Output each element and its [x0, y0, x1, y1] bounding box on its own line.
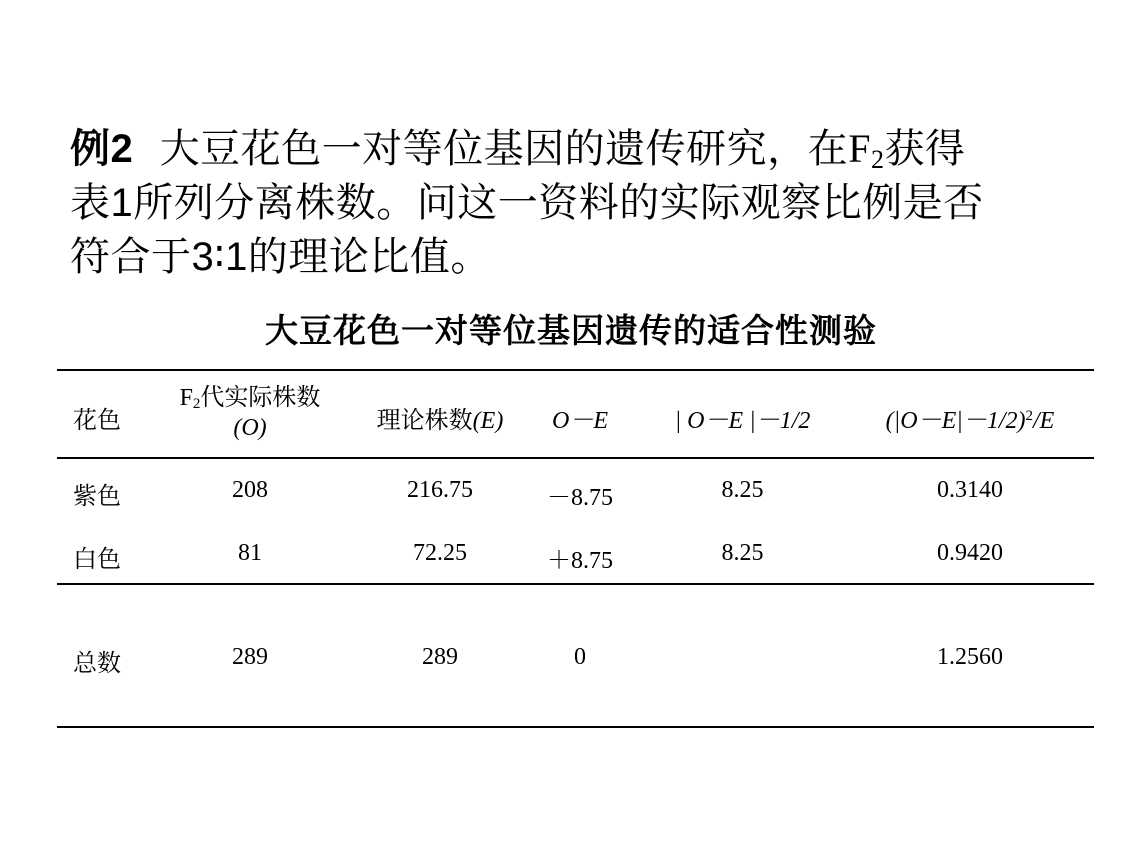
- row-observed: 208: [232, 477, 268, 503]
- row-expected: 72.25: [413, 540, 467, 566]
- problem-text-2-head: 表: [70, 180, 111, 226]
- problem-text-3-tail: 的理论比值。: [247, 234, 491, 280]
- generation-subscript: 2: [870, 145, 885, 174]
- problem-text-3-head: 符合于: [70, 234, 192, 280]
- table-top-rule: [57, 369, 1094, 371]
- row-expected: 216.75: [407, 477, 473, 503]
- row-observed: 81: [238, 540, 262, 566]
- problem-line-3: [70, 230, 1080, 284]
- table-header-rule: [57, 457, 1094, 459]
- header-chi: [855, 400, 1085, 435]
- table-body-rule: [57, 583, 1094, 585]
- header-absdiff: | O－E |－1/2: [674, 408, 811, 434]
- header-chi-sup: 2: [1025, 408, 1033, 424]
- row-color: 紫色: [73, 482, 121, 510]
- header-diff: O－E: [552, 408, 608, 434]
- row-absdiff: 8.25: [721, 540, 764, 566]
- header-expected-symbol: (E): [472, 408, 504, 434]
- problem-line-1: [70, 122, 1080, 176]
- problem-statement: [70, 122, 1080, 284]
- problem-text-1-tail: 获得: [884, 126, 966, 172]
- header-observed: [160, 382, 340, 443]
- total-diff: 0: [574, 644, 586, 670]
- header-expected: [355, 400, 525, 435]
- header-observed-sub: 2: [192, 396, 201, 412]
- example-label: 例2: [70, 127, 134, 171]
- problem-text-1: 大豆花色一对等位基因的遗传研究，在: [159, 126, 849, 172]
- table-bottom-rule: [57, 726, 1094, 728]
- table-number: 1: [110, 181, 134, 225]
- header-chi-tail: /E: [1033, 408, 1055, 434]
- generation-letter: F: [848, 126, 871, 171]
- table-title: 大豆花色一对等位基因遗传的适合性测验: [265, 311, 877, 350]
- total-label: 总数: [73, 649, 121, 677]
- row-diff: －8.75: [547, 485, 613, 511]
- row-color: 白色: [73, 545, 121, 573]
- total-chi: 1.2560: [937, 644, 1003, 670]
- header-expected-text: 理论株数: [376, 406, 473, 434]
- problem-line-2: [70, 176, 1080, 230]
- header-chi-open: (|O－E|－1/2): [885, 408, 1026, 434]
- problem-text-2: 所列分离株数。问这一资料的实际观察比例是否: [133, 180, 984, 226]
- total-observed: 289: [232, 644, 268, 670]
- row-diff: ＋8.75: [547, 548, 613, 574]
- total-expected: 289: [422, 644, 458, 670]
- ratio: 3∶1: [191, 235, 248, 279]
- header-observed-f: F: [179, 385, 193, 411]
- row-absdiff: 8.25: [721, 477, 764, 503]
- row-chi: 0.9420: [937, 540, 1003, 566]
- header-observed-symbol: (O): [233, 415, 267, 441]
- row-chi: 0.3140: [937, 477, 1003, 503]
- header-color: 花色: [73, 406, 121, 434]
- header-observed-text: 代实际株数: [200, 383, 321, 411]
